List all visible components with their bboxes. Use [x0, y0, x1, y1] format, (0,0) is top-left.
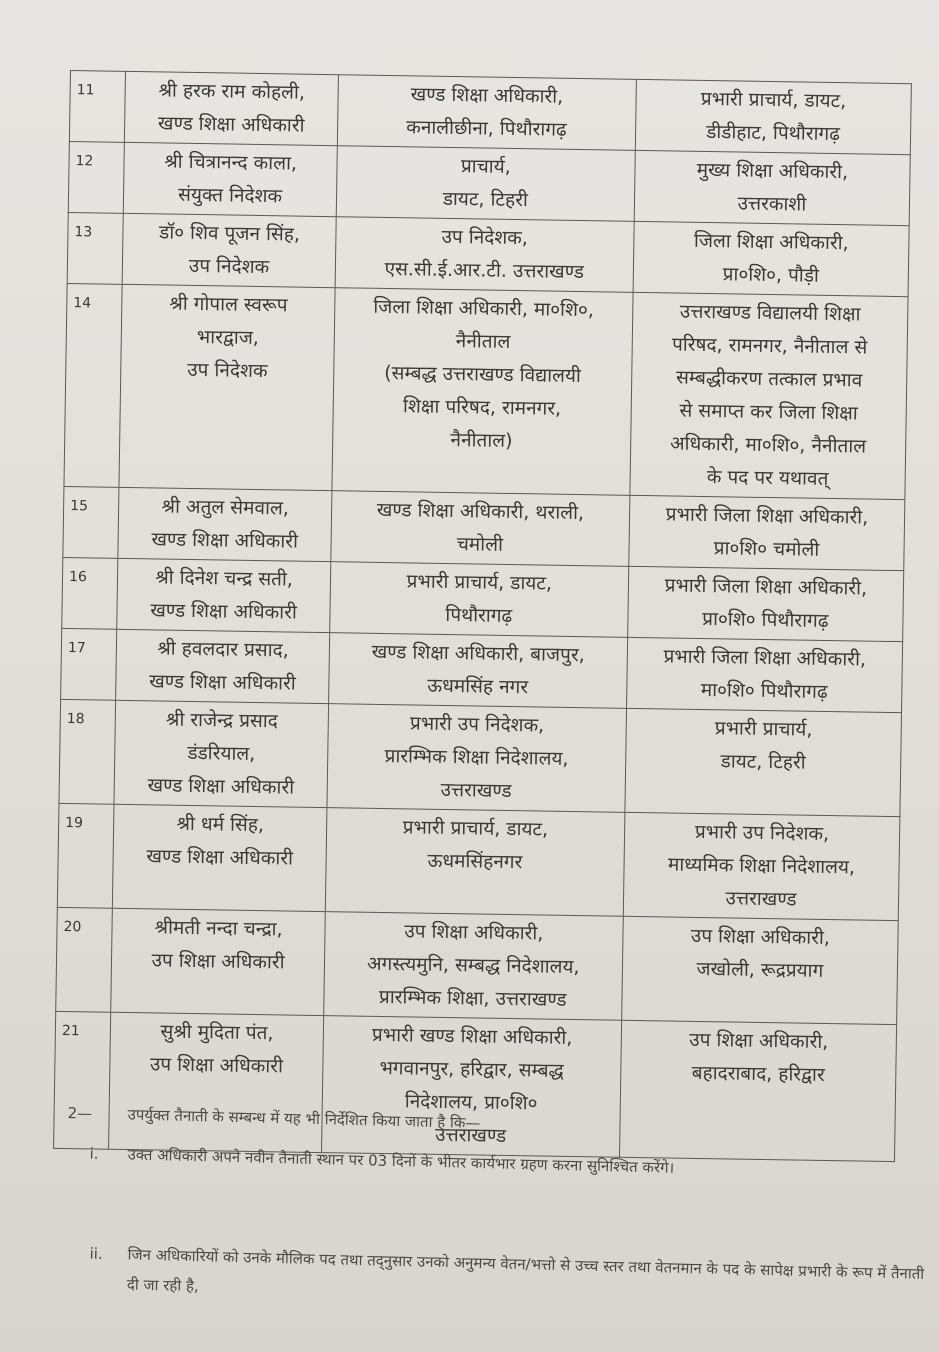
officer-name-cell-line: उप शिक्षा अधिकारी — [149, 1053, 284, 1078]
current-posting-cell — [337, 75, 636, 151]
table-row — [64, 283, 908, 499]
current-posting-cell — [336, 146, 635, 222]
current-posting-cell-line: प्रारम्भिक शिक्षा, उत्तराखण्ड — [378, 985, 567, 1011]
current-posting-cell — [335, 217, 634, 293]
officer-name-cell — [113, 804, 327, 911]
current-posting-cell-line: उत्तराखण्ड — [434, 1123, 507, 1147]
new-posting-cell — [630, 292, 908, 499]
current-posting-cell-line: प्राचार्य, — [460, 155, 511, 178]
new-posting-cell — [634, 150, 910, 225]
new-posting-cell-line: सम्बद्धीकरण तत्काल प्रभाव — [675, 366, 863, 392]
serial-number-cell: 11 — [69, 71, 126, 143]
new-posting-cell-line: के पद पर यथावत् — [706, 466, 829, 490]
new-posting-cell-line: प्रभारी प्राचार्य, — [714, 717, 813, 741]
new-posting-cell-line: बहादराबाद, हरिद्वार — [691, 1061, 825, 1086]
current-posting-cell-line: ऊधमसिंहनगर — [427, 849, 523, 874]
new-posting-cell — [629, 495, 905, 570]
officer-name-cell-line: श्रीमती नन्दा चन्द्रा, — [154, 916, 283, 941]
officer-name-cell-line: भारद्वाज, — [196, 326, 260, 349]
new-posting-cell-line: माध्यमिक शिक्षा निदेशालय, — [667, 853, 856, 879]
current-posting-cell-line: खण्ड शिक्षा अधिकारी, थराली, — [376, 498, 585, 525]
table-row — [62, 557, 904, 641]
point-number: ii. — [89, 1244, 103, 1263]
current-posting-cell-line: प्रारम्भिक शिक्षा निदेशालय, — [384, 745, 569, 770]
new-posting-cell-line: प्रा०शि० पिथौरागढ़ — [702, 608, 829, 632]
new-posting-cell-line: प्रभारी जिला शिक्षा अधिकारी, — [663, 645, 867, 671]
officer-name-cell — [123, 213, 336, 287]
table-row — [61, 628, 903, 712]
officer-name-cell — [124, 142, 337, 216]
current-posting-cell-line: भगवानपुर, हरिद्वार, सम्बद्ध — [379, 1056, 564, 1082]
officer-name-cell-line: खण्ड शिक्षा अधिकारी — [151, 528, 299, 553]
serial-number-cell: 12 — [68, 141, 125, 213]
serial-number-cell: 18 — [59, 699, 116, 804]
officer-name-cell — [114, 700, 328, 807]
serial-number-cell: 16 — [62, 557, 119, 629]
current-posting-cell-line: उप शिक्षा अधिकारी, — [404, 920, 544, 945]
officer-name-cell-line: श्री चित्रानन्द काला, — [164, 150, 298, 175]
new-posting-cell-line: प्रभारी जिला शिक्षा अधिकारी, — [665, 503, 869, 529]
current-posting-cell-line: एस.सी.ई.आर.टी. उत्तराखण्ड — [384, 257, 585, 284]
new-posting-cell — [633, 221, 909, 296]
current-posting-cell-line: अगस्त्यमुनि, सम्बद्ध निदेशालय, — [366, 952, 580, 979]
new-posting-cell-line: डीडीहाट, पिथौरागढ़ — [706, 121, 841, 146]
serial-number-cell: 20 — [56, 907, 113, 1012]
current-posting-cell-line: प्रभारी प्राचार्य, डायट, — [406, 570, 553, 595]
new-posting-cell — [626, 637, 902, 712]
new-posting-cell-line: उप शिक्षा अधिकारी, — [689, 1028, 829, 1054]
new-posting-cell — [625, 708, 902, 816]
serial-number-cell: 14 — [64, 283, 123, 487]
current-posting-cell — [328, 633, 627, 709]
officer-name-cell-line: श्री दिनेश चन्द्र सती, — [155, 566, 294, 591]
new-posting-cell — [628, 566, 904, 641]
officer-name-cell-line: खण्ड शिक्षा अधिकारी — [149, 670, 296, 695]
current-posting-cell — [332, 288, 633, 496]
current-posting-cell-line: जिला शिक्षा अधिकारी, मा०शि०, — [373, 295, 595, 322]
current-posting-cell-line: खण्ड शिक्षा अधिकारी, — [410, 83, 564, 108]
current-posting-cell-line: (सम्बद्ध उत्तराखण्ड विद्यालयी — [384, 361, 582, 388]
table-row — [59, 699, 902, 816]
new-posting-cell-line: जखोली, रूद्रप्रयाग — [696, 957, 824, 982]
new-posting-cell-line: मुख्य शिक्षा अधिकारी, — [696, 158, 849, 184]
new-posting-cell — [635, 79, 911, 154]
officer-name-cell-line: उप निदेशक — [188, 254, 270, 279]
table-row — [63, 486, 905, 570]
officer-name-cell — [125, 71, 338, 145]
officer-name-cell-line: श्री राजेन्द्र प्रसाद — [165, 708, 278, 733]
current-posting-cell-line: उप निदेशक, — [441, 225, 529, 250]
paragraph-number: 2— — [67, 1103, 93, 1123]
current-posting-cell-line: प्रभारी उप निदेशक, — [409, 712, 545, 737]
current-posting-cell-line: कनालीछीना, पिथौरागढ़ — [406, 116, 567, 141]
table-row — [67, 212, 909, 296]
current-posting-cell-line: नैनीताल) — [450, 429, 513, 452]
point-text: जिन अधिकारियों को उनके मौलिक पद तथा तद्नुसार उनको अनुमन्य वेतन/भत्तो से उच्च स्तर तथा वेतनमान के पद के सापेक्ष प्रभारी के रूप में तैनाती दी जा रही है, — [126, 1245, 925, 1296]
table-row — [56, 907, 899, 1024]
serial-number-cell: 21 — [54, 1011, 112, 1149]
officer-name-cell-line: सुश्री मुदिता पंत, — [160, 1020, 274, 1045]
officer-name-cell-line: संयुक्त निदेशक — [177, 183, 283, 208]
point-text: उक्त अधिकारी अपने नवीन तैनाती स्थान पर 03 दिनों के भीतर कार्यभार ग्रहण करना सुनिश्चित करेंगे। — [127, 1145, 675, 1177]
current-posting-cell-line: निदेशालय, प्रा०शि० — [404, 1090, 538, 1115]
officer-name-cell-line: उप निदेशक — [187, 358, 268, 383]
new-posting-cell-line: जिला शिक्षा अधिकारी, — [693, 229, 849, 255]
new-posting-cell-line: प्रा०शि० चमोली — [713, 537, 820, 561]
point-number: i. — [89, 1144, 99, 1163]
officer-name-cell-line: श्री गोपाल स्वरूप — [169, 292, 288, 317]
new-posting-cell-line: प्रा०शि०, पौड़ी — [722, 263, 820, 287]
current-posting-cell — [323, 912, 623, 1021]
current-posting-cell-line: ऊधमसिंह नगर — [427, 674, 529, 699]
paragraph-text: उपर्युक्त तैनाती के सम्बन्ध में यह भी निर्देशित किया जाता है कि— — [127, 1105, 481, 1133]
officer-name-cell-line: डॉ० शिव पूजन सिंह, — [158, 221, 301, 246]
serial-number-cell: 15 — [63, 486, 120, 558]
transfer-table — [53, 70, 912, 1162]
officer-name-cell-line: उप शिक्षा अधिकारी — [151, 949, 285, 974]
current-posting-cell-line: पिथौरागढ़ — [445, 603, 513, 628]
table-row — [69, 71, 911, 155]
officer-name-cell — [111, 908, 325, 1015]
current-posting-cell — [331, 491, 630, 567]
new-posting-cell-line: उत्तराखण्ड — [725, 887, 797, 911]
new-posting-cell-line: डायट, टिहरी — [720, 750, 806, 774]
current-posting-cell-line: चमोली — [456, 533, 504, 556]
table-row — [68, 141, 910, 225]
serial-number-cell: 19 — [57, 803, 114, 908]
current-posting-cell — [325, 808, 625, 917]
new-posting-cell — [622, 916, 899, 1024]
serial-number-cell: 13 — [67, 212, 124, 284]
officer-name-cell-line: श्री धर्म सिंह, — [176, 812, 265, 837]
serial-number-cell: 17 — [61, 628, 118, 700]
officer-name-cell-line: श्री हवलदार प्रसाद, — [157, 637, 289, 662]
officer-name-cell-line: डंडरियाल, — [187, 741, 256, 765]
officer-name-cell-line: श्री अतुल सेमवाल, — [161, 495, 290, 520]
new-posting-cell-line: उत्तरकाशी — [737, 192, 807, 216]
officer-name-cell — [119, 284, 334, 490]
current-posting-cell-line: नैनीताल — [455, 330, 511, 353]
officer-name-cell-line: खण्ड शिक्षा अधिकारी — [157, 112, 305, 137]
current-posting-cell-line: शिक्षा परिषद, रामनगर, — [402, 395, 562, 420]
current-posting-cell-line: डायट, टिहरी — [442, 187, 529, 212]
new-posting-cell-line: से समाप्त कर जिला शिक्षा — [679, 399, 859, 425]
officer-name-cell — [117, 558, 330, 632]
new-posting-cell-line: प्रभारी जिला शिक्षा अधिकारी, — [664, 574, 868, 600]
officer-name-cell — [116, 629, 329, 703]
new-posting-cell-line: मा०शि० पिथौरागढ़ — [700, 678, 828, 703]
new-posting-cell-line: उप शिक्षा अधिकारी, — [690, 924, 831, 950]
current-posting-cell-line: प्रभारी प्राचार्य, डायट, — [402, 816, 549, 841]
officer-name-cell-line: खण्ड शिक्षा अधिकारी — [150, 599, 298, 624]
current-posting-cell-line: खण्ड शिक्षा अधिकारी, बाजपुर, — [371, 640, 585, 667]
new-posting-cell-line: प्रभारी प्राचार्य, डायट, — [700, 87, 847, 113]
current-posting-cell-line: प्रभारी खण्ड शिक्षा अधिकारी, — [371, 1023, 573, 1050]
new-posting-cell — [623, 812, 900, 920]
new-posting-cell-line: परिषद, रामनगर, नैनीताल से — [671, 333, 868, 359]
officer-name-cell-line: श्री हरक राम कोहली, — [158, 79, 306, 104]
officer-name-cell-line: खण्ड शिक्षा अधिकारी — [147, 774, 295, 799]
officer-name-cell — [118, 487, 331, 561]
new-posting-cell-line: प्रभारी उप निदेशक, — [694, 820, 830, 846]
table-row — [57, 803, 900, 920]
current-posting-cell-line: उत्तराखण्ड — [440, 778, 512, 803]
current-posting-cell — [327, 704, 627, 813]
officer-name-cell-line: खण्ड शिक्षा अधिकारी — [146, 845, 294, 870]
new-posting-cell-line: उत्तराखण्ड विद्यालयी शिक्षा — [679, 300, 861, 326]
point-ii — [67, 1238, 928, 1319]
new-posting-cell-line: अधिकारी, मा०शि०, नैनीताल — [669, 432, 867, 458]
current-posting-cell — [329, 562, 628, 638]
